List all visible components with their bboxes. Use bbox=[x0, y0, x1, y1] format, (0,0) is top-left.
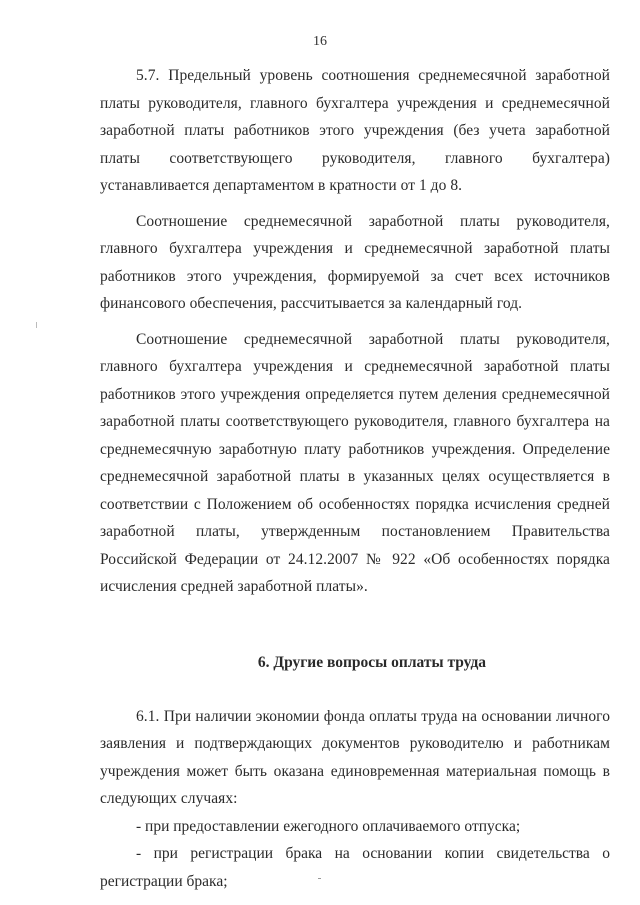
list-item: - при регистрации брака на основании копии свидетельства о регистрации брака; bbox=[100, 845, 610, 890]
paragraph-6-1: 6.1. При наличии экономии фонда оплаты труда на основании личного заявления и подтверждающих документов руководителю и работникам учреждения может быть оказана единовременная материальная помощь в следующих случаях: bbox=[100, 707, 610, 807]
section-heading: 6. Другие вопросы оплаты труда bbox=[257, 653, 487, 671]
list-item: - при предоставлении ежегодного оплачиваемого отпуска; bbox=[136, 817, 521, 835]
paragraph-ratio-calculation: Соотношение среднемесячной заработной платы руководителя, главного бухгалтера учреждения и среднемесячной заработной платы работников этого учреждения, формируемой за счет всех источников финансового обеспечения, рассчитывается за календарный год. bbox=[100, 212, 610, 312]
scan-mark bbox=[318, 878, 321, 879]
page-number: 16 bbox=[313, 34, 327, 49]
scan-mark bbox=[36, 322, 37, 328]
document-body bbox=[100, 62, 610, 895]
paragraph-5-7: 5.7. Предельный уровень соотношения среднемесячной заработной платы руководителя, главного бухгалтера учреждения и среднемесячной заработной платы работников этого учреждения (без учета заработной платы соответствующего руководителя, главного бухгалтера) устанавливается департаментом в кратности от 1 до 8. bbox=[100, 67, 610, 194]
paragraph-ratio-definition: Соотношение среднемесячной заработной платы руководителя, главного бухгалтера учреждения и среднемесячной заработной платы работников этого учреждения определяется путем деления среднемесячной заработной платы соответствующего руководителя, главного бухгалтера на среднемесячную заработную плату работников учреждения. Определение среднемесячной заработной платы в указанных целях осуществляется в соответствии с Положением об особенностях порядка исчисления средней заработной платы, утвержденным постановлением Правительства Российской Федерации от 24.12.2007 № 922 «Об особенностях порядка исчисления средней заработной платы». bbox=[100, 330, 610, 595]
